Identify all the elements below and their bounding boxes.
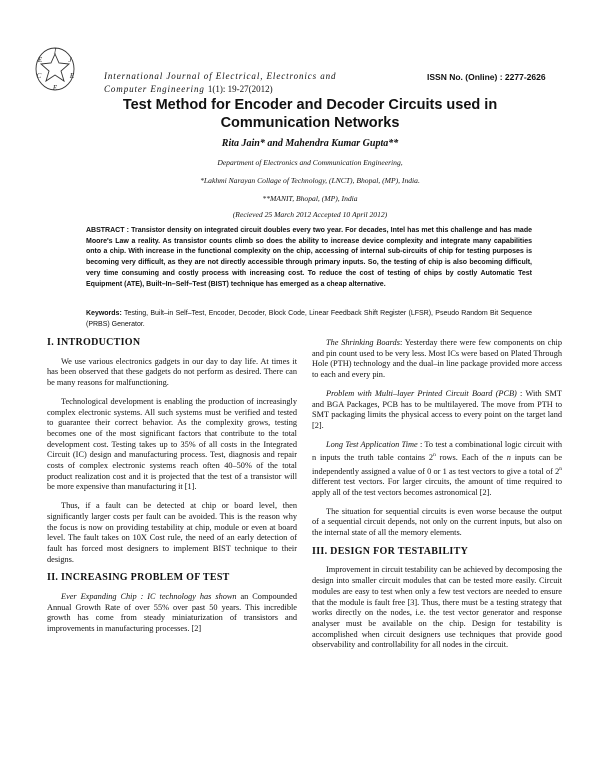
paragraph-body: : With SMT and BGA Packages, PCB has to be multilayered. The move from PTH to SMT packaging limits the physical access to every point on the target land [2]. — [312, 388, 562, 430]
logo-letter: C — [36, 72, 42, 80]
journal-logo — [33, 46, 103, 92]
received-dates: (Recieved 25 March 2012 Accepted 10 April 2012) — [232, 210, 388, 219]
section-heading-increasing-problem: II. INCREASING PROBLEM OF TEST — [47, 572, 230, 584]
paragraph: Technological development is enabling the production of increasingly complex electronic systems. All such systems must be verified and tested to guarantee their correct behavior. As the complexity grows, testing becomes one of the most significant factors that contribute to the total development cost. Testing takes up to 35% of all costs in the Integrated Circuit (IC) design and manufacturing process. Test, diagnosis and repair costs of complex electronic systems reach often 40–50% of the total product realization cost and it is projected that the test of a transistor will be more expensive than manufacturing it [1]. — [47, 396, 297, 492]
paragraph-body: an Compounded Annual Growth Rate of over 55% over past 50 years. This incredible growth has come from steady miniaturization of transistors and improvements in manufacturing processes. [2] — [47, 592, 297, 634]
paragraph-lead: Problem with Multi–layer Printed Circuit Board (PCB) — [326, 388, 517, 398]
paragraph: The situation for sequential circuits is even worse because the output of a sequential circuit depends, not only on the current inputs, but also on the internal state of all the memory elements. — [312, 506, 562, 538]
paragraph-body: : To test a combinational logic circuit with n inputs the truth table contains 2 — [312, 439, 562, 463]
keywords-text: Testing, Built–in Self–Test, Encoder, Decoder, Block Code, Linear Feedback Shift Register (LFSR), Pseudo Random Bit Sequence (PRBS) Generator. — [86, 310, 532, 328]
logo-letter: E — [37, 56, 43, 64]
section-heading-design-for-testability: III. DESIGN FOR TESTABILITY — [312, 545, 469, 557]
logo-letter: E — [69, 72, 75, 80]
authors: Rita Jain* and Mahendra Kumar Gupta** — [221, 138, 399, 149]
left-column — [47, 338, 297, 643]
paragraph — [47, 592, 297, 635]
title-line: Test Method for Encoder and Decoder Circuits used in — [122, 97, 498, 113]
paragraph: Improvement in circuit testability can be achieved by decomposing the design into smaller circuit modules that can be tested more easily. Circuit modules are easy to test when only a few test vectors are needed to ensure that the module is fault free [3]. Thus, there must be a testing strategy that works directly on the nodes, i.e. the test vector generator and response analyser must be available on the chip. Design for testability is accomplished when circuit designers use techniques that provide good observability and controllability for all nodes in the circuit. — [312, 565, 562, 650]
keywords-label: Keywords: — [86, 310, 122, 317]
journal-citation — [104, 70, 394, 96]
paragraph-body: inputs can be independently assigned a value of 0 or 1 as test vectors to give a total of 2 — [312, 453, 563, 476]
logo-letter: I — [53, 47, 57, 56]
superscript: n — [433, 452, 436, 459]
paragraph-lead: The Shrinking Boards — [326, 338, 400, 347]
superscript: n — [559, 465, 562, 472]
logo-letter: J — [68, 56, 72, 64]
journal-volume: 1(1): 19-27(2012) — [207, 84, 273, 94]
abstract: ABSTRACT : Transistor density on integrated circuit doubles every two year. For decades, Intel has met this challenge and has made Moore's Law a reality. As transistor counts climb so does the ability to increase device complexity and integrate many capabilities onto a chip. With increase in the functional complexity on the chip, accessing of internal sub-circuits of chip for testing purposes is becoming very difficult, as they are not directly accessible through primary inputs. So, the testing of chip is also becoming difficult, very time consuming and costly process with increasing cost. To reduce the cost of testing of chips by costly Automatic Test Equipment (ATE), Built–In–Self–Test (BIST) technique has emerged as a cheap alternative. — [86, 227, 532, 288]
journal-name-line1: International Journal of Electrical, Electronics and — [104, 71, 337, 81]
section-heading-introduction: I. INTRODUCTION — [47, 337, 141, 348]
paragraph: We use various electronics gadgets in our day to day life. At times it has been observed that these gadgets do not perform as desired. There can be many reasons for malfunctioning. — [47, 356, 297, 388]
affiliation-department: Department of Electronics and Communication Engineering, — [217, 158, 403, 167]
paragraph: Thus, if a fault can be detected at chip or board level, then significantly larger costs per fault can be avoided. This is the reason why the focus is now on providing testability at chip, module or even at board level. The fault takes on 10X Cost rule, the need of an early detection of fault has forced most designers to implement BIST technique to their designs. — [47, 501, 297, 564]
paragraph — [312, 389, 562, 432]
paragraph-lead: Long Test Application Time — [326, 439, 418, 449]
variable: n — [506, 453, 511, 463]
paragraph-lead: Ever Expanding Chip : IC technology has shown — [61, 592, 237, 602]
issn-number: ISSN No. (Online) : 2277-2626 — [427, 72, 546, 82]
affiliation-lnct: *Lakhmi Narayan Collage of Technology, (LNCT), Bhopal, (MP), India. — [200, 176, 420, 185]
logo-star — [41, 54, 69, 81]
paragraph-body: rows. Each of the — [435, 453, 507, 463]
paper-title — [60, 96, 560, 132]
paragraph-body: different test vectors. For larger circuits, the amount of time required to apply all of the test vectors becomes astronomical [2]. — [312, 477, 562, 497]
title-line: Communication Networks — [220, 115, 400, 131]
affiliation-manit: **MANIT, Bhopal, (MP), India — [262, 194, 358, 203]
journal-name-line2: Computer Engineering — [104, 84, 205, 94]
paragraph-body: : Yesterday there were few components on chip and pin count used to be very less. Most ICs were based on Plated Through Hole (PTH) technology and the dual–in line package provided more access to each and every pin. — [312, 338, 562, 380]
right-column — [312, 338, 562, 659]
keywords — [86, 309, 532, 330]
paragraph — [312, 338, 562, 381]
logo-letter: E — [52, 84, 58, 92]
paragraph — [312, 440, 562, 499]
